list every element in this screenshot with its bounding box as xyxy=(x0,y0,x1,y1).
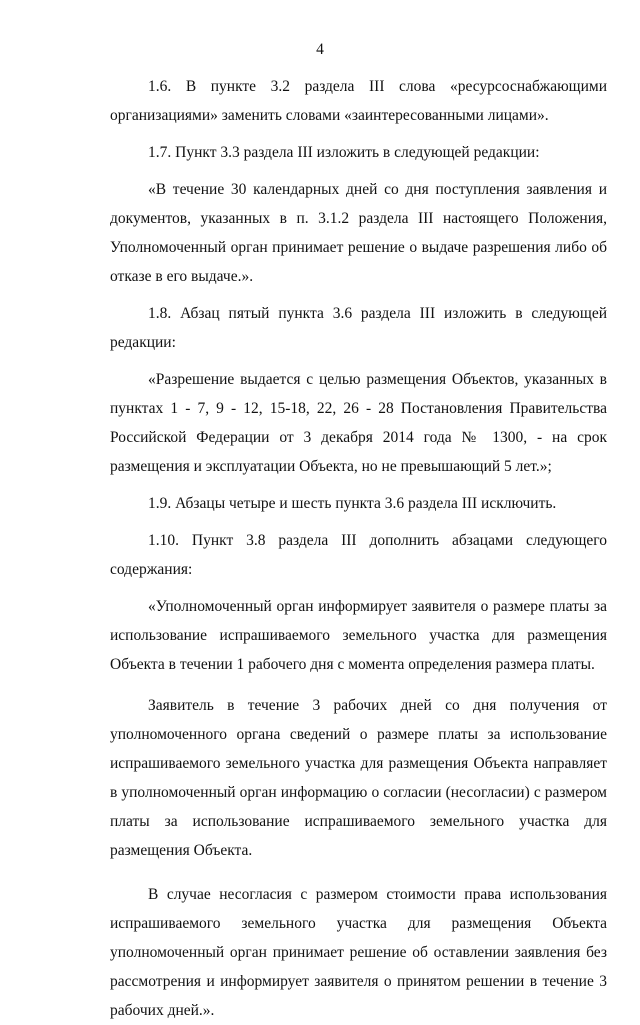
document-body xyxy=(110,72,607,1025)
paragraph-1-8-text: «Разрешение выдается с целью размещения Объектов, указанных в пунктах 1 - 7, 9 - 12, 15-18, 22, 26 - 28 Постановления Правительства Российской Федерации от 3 декабря 2014 года № 1300, - на срок размещения и эксплуатации Объекта, но не превышающий 5 лет.»; xyxy=(110,371,607,475)
paragraph-1-10: 1.10. Пункт 3.8 раздела III дополнить абзацами следующего содержания: xyxy=(110,532,607,578)
page-number: 4 xyxy=(316,41,324,58)
paragraph-1-10-text-1: «Уполномоченный орган информирует заявителя о размере платы за использование испрашиваемого земельного участка для размещения Объекта в течении 1 рабочего дня с момента определения размера платы. xyxy=(110,598,607,673)
paragraph-1-10-text-2: Заявитель в течение 3 рабочих дней со дня получения от уполномоченного органа сведений о размере платы за использование испрашиваемого земельного участка для размещения Объекта направляет в уполномоченный орган информацию о согласии (несогласии) с размером платы за использование испрашиваемого земельного участка для размещения Объекта. xyxy=(110,697,607,859)
paragraph-1-9: 1.9. Абзацы четыре и шесть пункта 3.6 раздела III исключить. xyxy=(148,495,557,512)
paragraph-1-7-text: «В течение 30 календарных дней со дня поступления заявления и документов, указанных в п. 3.1.2 раздела III настоящего Положения, Уполномоченный орган принимает решение о выдаче разрешения либо об отказе в его выдаче.». xyxy=(110,181,607,285)
paragraph-1-8: 1.8. Абзац пятый пункта 3.6 раздела III изложить в следующей редакции: xyxy=(110,305,607,351)
paragraph-1-10-text-3: В случае несогласия с размером стоимости права использования испрашиваемого земельного участка для размещения Объекта уполномоченный орган принимает решение об оставлении заявления без рассмотрения и информирует заявителя о принятом решении в течение 3 рабочих дней.». xyxy=(110,886,607,1019)
paragraph-1-7: 1.7. Пункт 3.3 раздела III изложить в следующей редакции: xyxy=(148,144,540,161)
paragraph-1-6: 1.6. В пункте 3.2 раздела III слова «ресурсоснабжающими организациями» заменить словами «заинтересованными лицами». xyxy=(110,78,607,124)
